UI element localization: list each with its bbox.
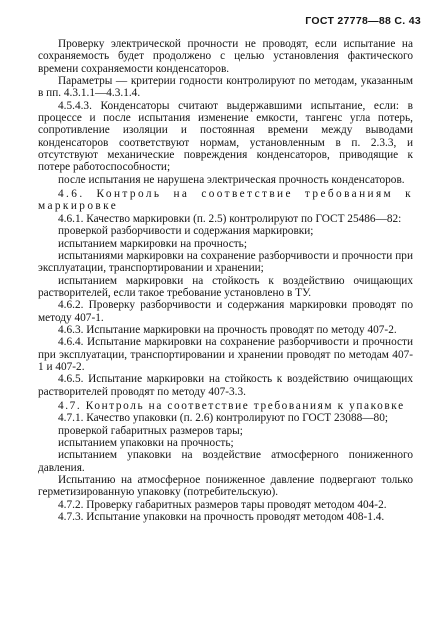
paragraph: Проверку электрической прочности не проводят, если испытание на сохраняемость будет продолжено с целью установления фактического времени сохраняемости конденсаторов. [38,38,413,75]
page-header: ГОСТ 27778—88 С. 43 [305,15,421,27]
paragraph: проверкой габаритных размеров тары; [58,424,243,437]
paragraph: 4.5.4.3. Конденсаторы считают выдержавшими испытание, если: в процессе и после испытания изменение емкости, тангенс угла потерь, сопротивление изоляции и постоянная времени между выводами конденсаторов соответствуют нормам, установленным в п. 2.3.3, и отсутствуют механические повреждения конденсаторов, приводящие к потере работоспособности; [38,99,413,174]
paragraph: испытанием упаковки на прочность; [58,437,234,449]
paragraph: испытанием маркировки на прочность; [58,237,247,250]
paragraph: испытаниями маркировки на сохранение разборчивости и прочности при эксплуатации, транспортировании и хранении; [38,249,413,275]
paragraph: испытанием упаковки на воздействие атмосферного пониженного давления. [38,449,413,474]
paragraph: 4.7.2. Проверку габаритных размеров тары проводят методом 404-2. [58,498,387,511]
paragraph: Параметры — критерии годности контролируют по методам, указанным в пп. 4.3.1.1—4.3.1.4. [38,75,413,100]
paragraph: 4.6.1. Качество маркировки (п. 2.5) контролируют по ГОСТ 25486—82: [58,212,402,225]
document-body [38,38,413,523]
paragraph: 4.6.2. Проверку разборчивости и содержания маркировки проводят по методу 407-1. [38,299,413,324]
paragraph: 4.6.4. Испытание маркировки на сохранение разборчивости и прочности при эксплуатации, транспортировании и хранении проводят по методам 407-1 и 407-2. [38,336,413,373]
paragraph: испытанием маркировки на стойкость к воздействию очищающих растворителей, если такое требование установлено в ТУ. [38,274,413,299]
section-heading-4-7: 4.7. Контроль на соответствие требованиям к упаковке [58,399,405,412]
section-heading-4-6: 4.6. Контроль на соответствие требованиям к маркировке [38,188,413,213]
paragraph: 4.6.3. Испытание маркировки на прочность проводят по методу 407-2. [58,323,397,336]
paragraph: 4.7.1. Качество упаковки (п. 2.6) контролируют по ГОСТ 23088—80; [58,412,388,425]
paragraph: после испытания не нарушена электрическая прочность конденсаторов. [58,173,405,186]
paragraph: Испытанию на атмосферное пониженное давление подвергают только герметизированную упаковку (потребительскую). [38,474,413,499]
paragraph: 4.7.3. Испытание упаковки на прочность проводят методом 408-1.4. [58,511,385,524]
paragraph: 4.6.5. Испытание маркировки на стойкость к воздействию очищающих растворителей проводят по методу 407-3.3. [38,373,413,398]
paragraph: проверкой разборчивости и содержания маркировки; [58,225,314,238]
